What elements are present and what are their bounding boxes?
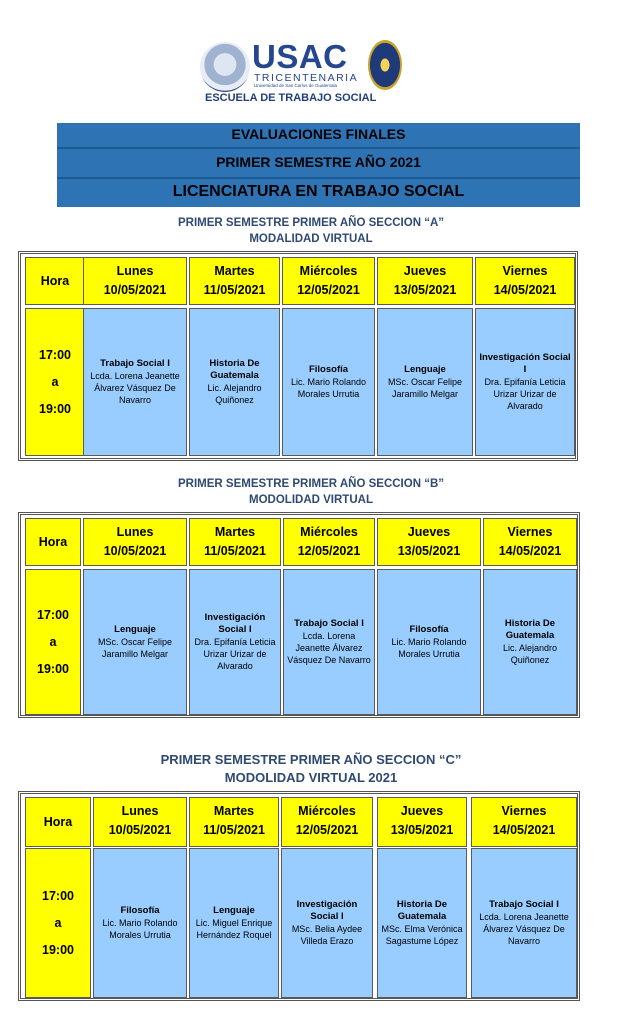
time-text: 17:00 [37, 607, 69, 622]
day-name: Miércoles [300, 525, 358, 539]
teacher-name: MSc. Oscar Felipe Jaramillo Melgar [97, 637, 173, 659]
section-b-title: PRIMER SEMESTRE PRIMER AÑO SECCION “B” [177, 478, 445, 490]
day-header [377, 257, 473, 305]
title-banner [57, 123, 580, 207]
subject-name: Investigación Social I [204, 612, 266, 635]
section-a-subtitle: MODALIDAD VIRTUAL [249, 233, 373, 245]
subject-name: Trabajo Social I [294, 618, 364, 629]
day-date: 14/05/2021 [498, 544, 562, 558]
day-date: 10/05/2021 [103, 544, 167, 558]
school-name: ESCUELA DE TRABAJO SOCIAL [205, 92, 377, 104]
teacher-name: Lic. Mario Rolando Morales Urrutia [102, 918, 178, 940]
teacher-name: Lic. Miguel Enrique Hernández Roquel [195, 918, 273, 940]
subject-name: Historia De Guatemala [209, 358, 260, 381]
subject-cell [483, 569, 577, 715]
subject-cell [93, 848, 187, 998]
schedule-table-a [18, 251, 578, 461]
time-text: 17:00 [39, 347, 71, 362]
day-name: Viernes [507, 525, 553, 539]
subject-cell [475, 308, 575, 456]
subject-cell [377, 569, 481, 715]
subject-name: Filosofía [308, 364, 349, 375]
teacher-name: MSc. Oscar Felipe Jaramillo Melgar [387, 377, 463, 399]
time-text: a [49, 634, 57, 649]
teacher-name: Lic. Mario Rolando Morales Urrutia [391, 637, 467, 659]
time-text: a [54, 915, 62, 930]
day-name: Martes [214, 264, 255, 278]
subject-cell [281, 848, 373, 998]
day-name: Jueves [400, 804, 444, 818]
day-header [483, 518, 577, 566]
subject-cell [377, 308, 473, 456]
day-date: 10/05/2021 [108, 823, 172, 837]
day-name: Miércoles [298, 804, 356, 818]
subject-name: Trabajo Social I [100, 358, 170, 369]
subject-name: Investigación Social I [479, 352, 571, 375]
day-name: Lunes [121, 804, 159, 818]
time-text: 17:00 [42, 888, 74, 903]
day-name: Jueves [403, 264, 447, 278]
day-date: 14/05/2021 [492, 823, 556, 837]
banner-semester: PRIMER SEMESTRE AÑO 2021 [216, 154, 421, 170]
subject-name: Historia De Guatemala [504, 618, 556, 641]
schedule-table-c [18, 791, 580, 1001]
teacher-name: Lcda. Lorena Jeanette Álvarez Vásquez De Navarro [287, 631, 371, 665]
banner-divider [57, 177, 580, 179]
day-name: Jueves [407, 525, 451, 539]
day-header [189, 797, 279, 847]
day-name: Martes [213, 804, 255, 818]
time-text: a [51, 374, 59, 389]
subject-name: Lenguaje [404, 364, 446, 375]
day-name: Lunes [116, 264, 154, 278]
section-a-title: PRIMER SEMESTRE PRIMER AÑO SECCION “A” [177, 217, 445, 229]
subject-cell [377, 848, 467, 998]
teacher-name: Lic. Mario Rolando Morales Urrutia [290, 377, 367, 399]
subject-cell [83, 308, 187, 456]
section-c-subtitle: MODOLIDAD VIRTUAL 2021 [224, 770, 398, 785]
hora-header: Hora [25, 797, 91, 847]
banner-divider [57, 147, 580, 149]
teacher-name: Lcda. Lorena Jeanette Álvarez Vásquez De Navarro [479, 912, 569, 946]
trabajo-social-seal-icon [368, 40, 402, 90]
subject-name: Lenguaje [213, 905, 255, 916]
subject-name: Filosofía [120, 905, 160, 916]
subject-name: Filosofía [409, 624, 449, 635]
subject-name: Trabajo Social I [489, 899, 559, 910]
day-date: 12/05/2021 [295, 823, 359, 837]
time-text: 19:00 [37, 661, 69, 676]
day-header [377, 518, 481, 566]
usac-logo-text: USAC [252, 38, 348, 75]
day-date: 13/05/2021 [393, 283, 457, 297]
day-name: Viernes [501, 804, 547, 818]
subject-cell [471, 848, 577, 998]
subject-cell [283, 569, 375, 715]
day-header [377, 797, 467, 847]
usac-seal-icon [200, 42, 250, 92]
day-date: 11/05/2021 [204, 544, 266, 558]
subject-cell [189, 848, 279, 998]
day-name: Viernes [502, 264, 548, 278]
tricentenaria-text: TRICENTENARIA [254, 72, 359, 84]
day-date: 12/05/2021 [297, 283, 360, 297]
teacher-name: MSc. Elma Verónica Sagastume López [381, 924, 463, 946]
day-name: Miércoles [299, 264, 358, 278]
schedule-table-b [18, 512, 580, 718]
teacher-name: Lic. Alejandro Quiñonez [502, 643, 558, 665]
teacher-name: Lic. Alejandro Quiñonez [207, 383, 262, 405]
day-header [83, 257, 187, 305]
subject-cell [189, 569, 281, 715]
time-slot [25, 848, 91, 998]
time-text: 19:00 [42, 942, 74, 957]
day-header [93, 797, 187, 847]
subject-cell [282, 308, 375, 456]
day-header [189, 257, 280, 305]
time-text: 19:00 [39, 401, 71, 416]
subject-name: Investigación Social I [296, 899, 358, 922]
teacher-name: MSc. Belia Aydee Villeda Erazo [291, 924, 363, 946]
banner-program: LICENCIATURA EN TRABAJO SOCIAL [172, 183, 465, 200]
day-date: 13/05/2021 [390, 823, 454, 837]
day-date: 10/05/2021 [103, 283, 167, 297]
subject-name: Lenguaje [114, 624, 156, 635]
day-date: 13/05/2021 [397, 544, 461, 558]
teacher-name: Dra. Epifanía Leticia Urizar Urizar de Alvarado [484, 377, 566, 411]
day-date: 11/05/2021 [203, 823, 265, 837]
day-name: Lunes [116, 525, 154, 539]
subject-cell [189, 308, 280, 456]
banner-title: EVALUACIONES FINALES [231, 126, 406, 142]
teacher-name: Lcda. Lorena Jeanette Álvarez Vásquez De Navarro [90, 371, 180, 405]
day-header [283, 518, 375, 566]
section-c-title: PRIMER SEMESTRE PRIMER AÑO SECCION “C” [160, 752, 462, 767]
time-slot [25, 308, 85, 456]
section-b-subtitle: MODOLIDAD VIRTUAL [249, 494, 373, 506]
day-header [281, 797, 373, 847]
teacher-name: Dra. Epifanía Leticia Urizar Urizar de Alvarado [194, 637, 276, 671]
day-header [189, 518, 281, 566]
subject-cell [83, 569, 187, 715]
hora-header: Hora [25, 257, 85, 305]
hora-header: Hora [25, 518, 81, 566]
university-name: Universidad de San Carlos de Guatemala [254, 83, 338, 88]
day-header [475, 257, 575, 305]
day-date: 14/05/2021 [493, 283, 557, 297]
day-header [282, 257, 375, 305]
subject-name: Historia De Guatemala [396, 899, 448, 922]
day-name: Martes [214, 525, 256, 539]
day-header [471, 797, 577, 847]
time-slot [25, 569, 81, 715]
day-date: 11/05/2021 [203, 283, 266, 297]
day-header [83, 518, 187, 566]
day-date: 12/05/2021 [297, 544, 361, 558]
